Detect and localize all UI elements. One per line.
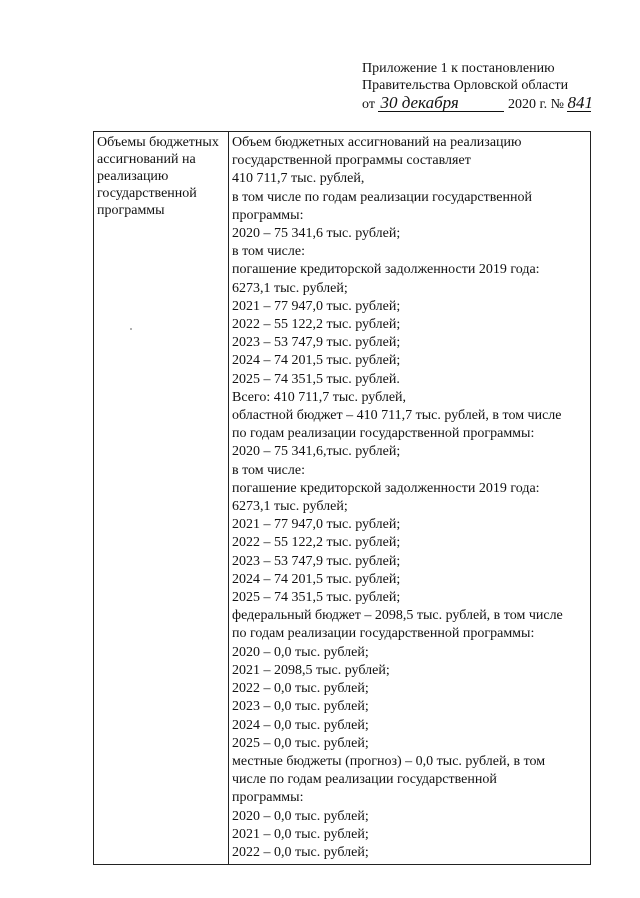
content-line: 2023 – 53 747,9 тыс. рублей; (232, 553, 401, 569)
content-line: 2022 – 55 122,2 тыс. рублей; (232, 535, 401, 551)
content-line: 2023 – 0,0 тыс. рублей; (232, 699, 369, 715)
content-line: программы: (232, 207, 304, 223)
content-line: местные бюджеты (прогноз) – 0,0 тыс. рублей, в том (232, 753, 546, 769)
content-line: областной бюджет – 410 711,7 тыс. рублей, в том числе (232, 408, 562, 424)
content-line: по годам реализации государственной программы: (232, 426, 535, 442)
content-line: 2025 – 0,0 тыс. рублей; (232, 735, 369, 751)
content-line: 2020 – 75 341,6,тыс. рублей; (232, 444, 401, 460)
content-line: 2025 – 74 351,5 тыс. рублей; (232, 590, 401, 606)
content-line: 2024 – 74 201,5 тыс. рублей; (232, 571, 401, 587)
content-line: 2021 – 2098,5 тыс. рублей; (232, 662, 390, 678)
content-line: 2024 – 74 201,5 тыс. рублей; (232, 353, 401, 369)
handwritten-date: 30 декабря (378, 94, 504, 112)
content-line: 2023 – 53 747,9 тыс. рублей; (232, 335, 401, 351)
content-line: 6273,1 тыс. рублей; (232, 280, 348, 296)
content-line: 2022 – 0,0 тыс. рублей; (232, 844, 369, 860)
content-line: программы: (232, 790, 304, 806)
content-line: 2025 – 74 351,5 тыс. рублей. (232, 371, 400, 387)
content-line: 410 711,7 тыс. рублей, (232, 171, 365, 187)
content-line: Объем бюджетных ассигнований на реализацию (232, 135, 522, 150)
label-line: реализацию (97, 169, 169, 184)
content-line: федеральный бюджет – 2098,5 тыс. рублей, в том числе (232, 608, 563, 624)
appendix-authority-line: Правительства Орловской области (362, 78, 569, 93)
budget-table (93, 131, 591, 865)
label-line: ассигнований на (97, 152, 196, 167)
appendix-header (362, 60, 602, 113)
content-line: 2020 – 0,0 тыс. рублей; (232, 644, 369, 660)
appendix-title-line: Приложение 1 к постановлению (362, 61, 555, 76)
content-line: 2021 – 77 947,0 тыс. рублей; (232, 517, 401, 533)
content-line: в том числе: (232, 244, 305, 260)
content-line: 2022 – 0,0 тыс. рублей; (232, 681, 369, 697)
row-label-cell (94, 132, 229, 865)
content-line: в том числе: (232, 462, 305, 478)
label-line: государственной (97, 186, 197, 201)
handwritten-number: 841 (567, 93, 593, 112)
content-line: 2024 – 0,0 тыс. рублей; (232, 717, 369, 733)
content-line: Всего: 410 711,7 тыс. рублей, (232, 389, 407, 405)
content-line: 2022 – 55 122,2 тыс. рублей; (232, 317, 401, 333)
label-line: программы (97, 203, 165, 218)
content-line: 2020 – 0,0 тыс. рублей; (232, 808, 369, 824)
scan-speck (130, 328, 132, 330)
content-line: по годам реализации государственной программы: (232, 626, 535, 642)
content-line: 2021 – 0,0 тыс. рублей; (232, 826, 369, 842)
content-line: 6273,1 тыс. рублей; (232, 499, 348, 515)
label-line: Объемы бюджетных (97, 135, 219, 150)
table-row (94, 132, 591, 865)
content-line: 2021 – 77 947,0 тыс. рублей; (232, 298, 401, 314)
year-text: 2020 г. № (507, 97, 564, 112)
content-line: погашение кредиторской задолженности 2019 года: (232, 480, 540, 496)
content-line: числе по годам реализации государственной (232, 772, 497, 788)
content-line: 2020 – 75 341,6 тыс. рублей; (232, 226, 401, 242)
date-prefix: от (362, 97, 375, 112)
content-line: в том числе по годам реализации государственной (232, 189, 532, 205)
content-line: государственной программы составляет (232, 153, 471, 169)
appendix-date-line (362, 94, 602, 113)
row-content-cell (229, 132, 591, 865)
content-line: погашение кредиторской задолженности 2019 года: (232, 262, 540, 278)
